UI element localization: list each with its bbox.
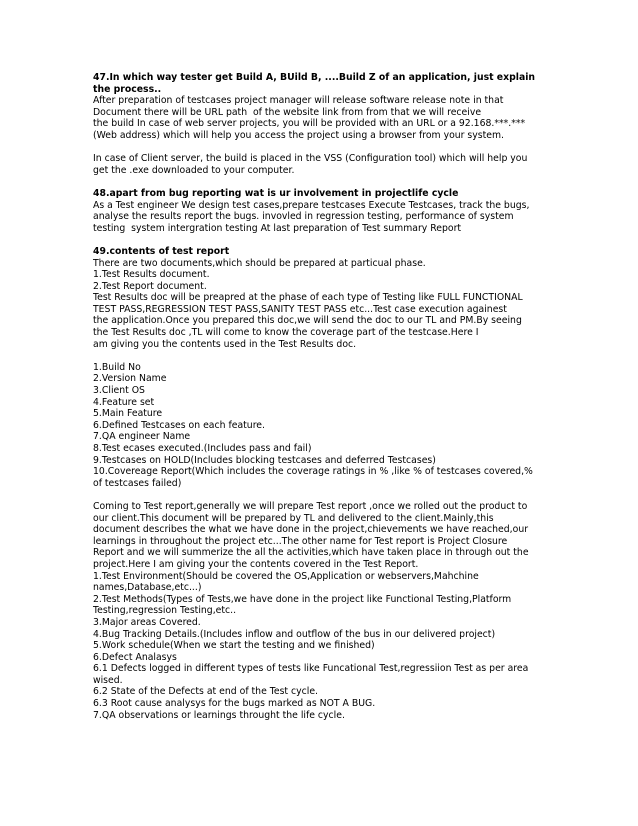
question-47-title-line-2: the process..: [93, 83, 162, 95]
list-item: 3.Major areas Covered.: [93, 616, 201, 628]
list-item: 7.QA observations or learnings throught the life cycle.: [93, 709, 345, 721]
question-48-title: 48.apart from bug reporting wat is ur involvement in projectlife cycle: [93, 187, 459, 199]
paragraph-line: the application.Once you prepared this doc,we will send the doc to our TL and PM.By seeing: [93, 315, 522, 327]
list-item: 5.Work schedule(When we start the testing and we finished): [93, 640, 375, 652]
list-item: 6.1 Defects logged in different types of tests like Funcational Test,regressiion Test as per area: [93, 663, 529, 675]
list-item: 7.QA engineer Name: [93, 431, 191, 443]
paragraph-line: our client.This document will be prepared by TL and delivered to the client.Mainly,this: [93, 512, 494, 524]
question-49-title: 49.contents of test report: [93, 245, 230, 257]
list-item: 2.Test Methods(Types of Tests,we have done in the project like Functional Testing,Platform: [93, 593, 512, 605]
list-item: 8.Test ecases executed.(Includes pass and fail): [93, 443, 312, 454]
paragraph-line: Report and we will summerize the all the activities,which have taken place in through out the: [93, 547, 529, 559]
paragraph-line: 1.Test Results document.: [93, 269, 210, 281]
list-item: 4.Feature set: [93, 396, 155, 408]
list-item: 6.3 Root cause analysys for the bugs marked as NOT A BUG.: [93, 698, 376, 710]
paragraph-line: the build In case of web server projects, you will be provided with an URL or a 92.168.***.***: [93, 118, 526, 130]
paragraph-line: After preparation of testcases project manager will release software release note in that: [93, 95, 504, 107]
paragraph-line: TEST PASS,REGRESSION TEST PASS,SANITY TEST PASS etc...Test case execution againest: [93, 303, 507, 315]
paragraph-line: the Test Results doc ,TL will come to know the coverage part of the testcase.Here I: [93, 327, 479, 339]
paragraph-line: As a Test engineer We design test cases,prepare testcases Execute Testcases, track the bugs,: [93, 199, 530, 211]
list-item: 2.Version Name: [93, 373, 167, 385]
paragraph-line: 2.Test Report document.: [93, 280, 207, 292]
list-item: 1.Build No: [93, 361, 141, 373]
test-results-contents-list: [93, 362, 588, 490]
list-item: 6.Defined Testcases on each feature.: [93, 419, 265, 431]
list-item: 1.Test Environment(Should be covered the OS,Application or webservers,Mahchine: [93, 570, 479, 582]
list-item: 5.Main Feature: [93, 408, 163, 420]
question-47-title-line-1: 47.In which way tester get Build A, BUild B, ....Build Z of an application, just explain: [93, 72, 536, 83]
paragraph-line: There are two documents,which should be prepared at particual phase.: [93, 257, 426, 269]
list-item: wised.: [93, 674, 123, 686]
question-47: [93, 72, 588, 176]
question-49: [93, 246, 588, 721]
list-item: 6.Defect Analasys: [93, 651, 177, 663]
paragraph-line: Document there will be URL path of the website link from from that we will receive: [93, 106, 482, 118]
list-item: 3.Client OS: [93, 385, 145, 397]
paragraph-line: Coming to Test report,generally we will prepare Test report ,once we rolled out the product to: [93, 500, 528, 512]
list-item: 4.Bug Tracking Details.(Includes inflow and outflow of the bus in our delivered project): [93, 628, 496, 640]
list-item: 6.2 State of the Defects at end of the Test cycle.: [93, 686, 318, 698]
list-item: Testing,regression Testing,etc..: [93, 605, 237, 617]
paragraph-line: testing system intergration testing At last preparation of Test summary Report: [93, 222, 462, 234]
paragraph-line: analyse the results report the bugs. invovled in regression testing, performance of system: [93, 211, 514, 223]
list-item: of testcases failed): [93, 477, 182, 489]
paragraph-line: document describes the what we have done in the project,chievements we have reached,our: [93, 524, 529, 536]
paragraph-line: (Web address) which will help you access the project using a browser from your system.: [93, 129, 504, 141]
list-item: names,Database,etc...): [93, 582, 202, 594]
test-report-section: [93, 501, 588, 721]
paragraph-line: project.Here I am giving your the contents covered in the Test Report.: [93, 558, 419, 570]
paragraph-line: In case of Client server, the build is placed in the VSS (Configuration tool) which will help you: [93, 153, 528, 165]
paragraph-line: get the .exe downloaded to your computer.: [93, 164, 295, 176]
paragraph-line: Test Results doc will be preapred at the phase of each type of Testing like FULL FUNCTIONAL: [93, 292, 523, 304]
paragraph-line: am giving you the contents used in the Test Results doc.: [93, 338, 357, 350]
paragraph-line: learnings in throughout the project etc...The other name for Test report is Project Closure: [93, 535, 508, 547]
list-item: 10.Covereage Report(Which includes the coverage ratings in % ,like % of testcases covered,%: [93, 466, 533, 478]
list-item: 9.Testcases on HOLD(Includes blocking testcases and deferred Testcases): [93, 454, 436, 466]
question-48: [93, 188, 588, 234]
